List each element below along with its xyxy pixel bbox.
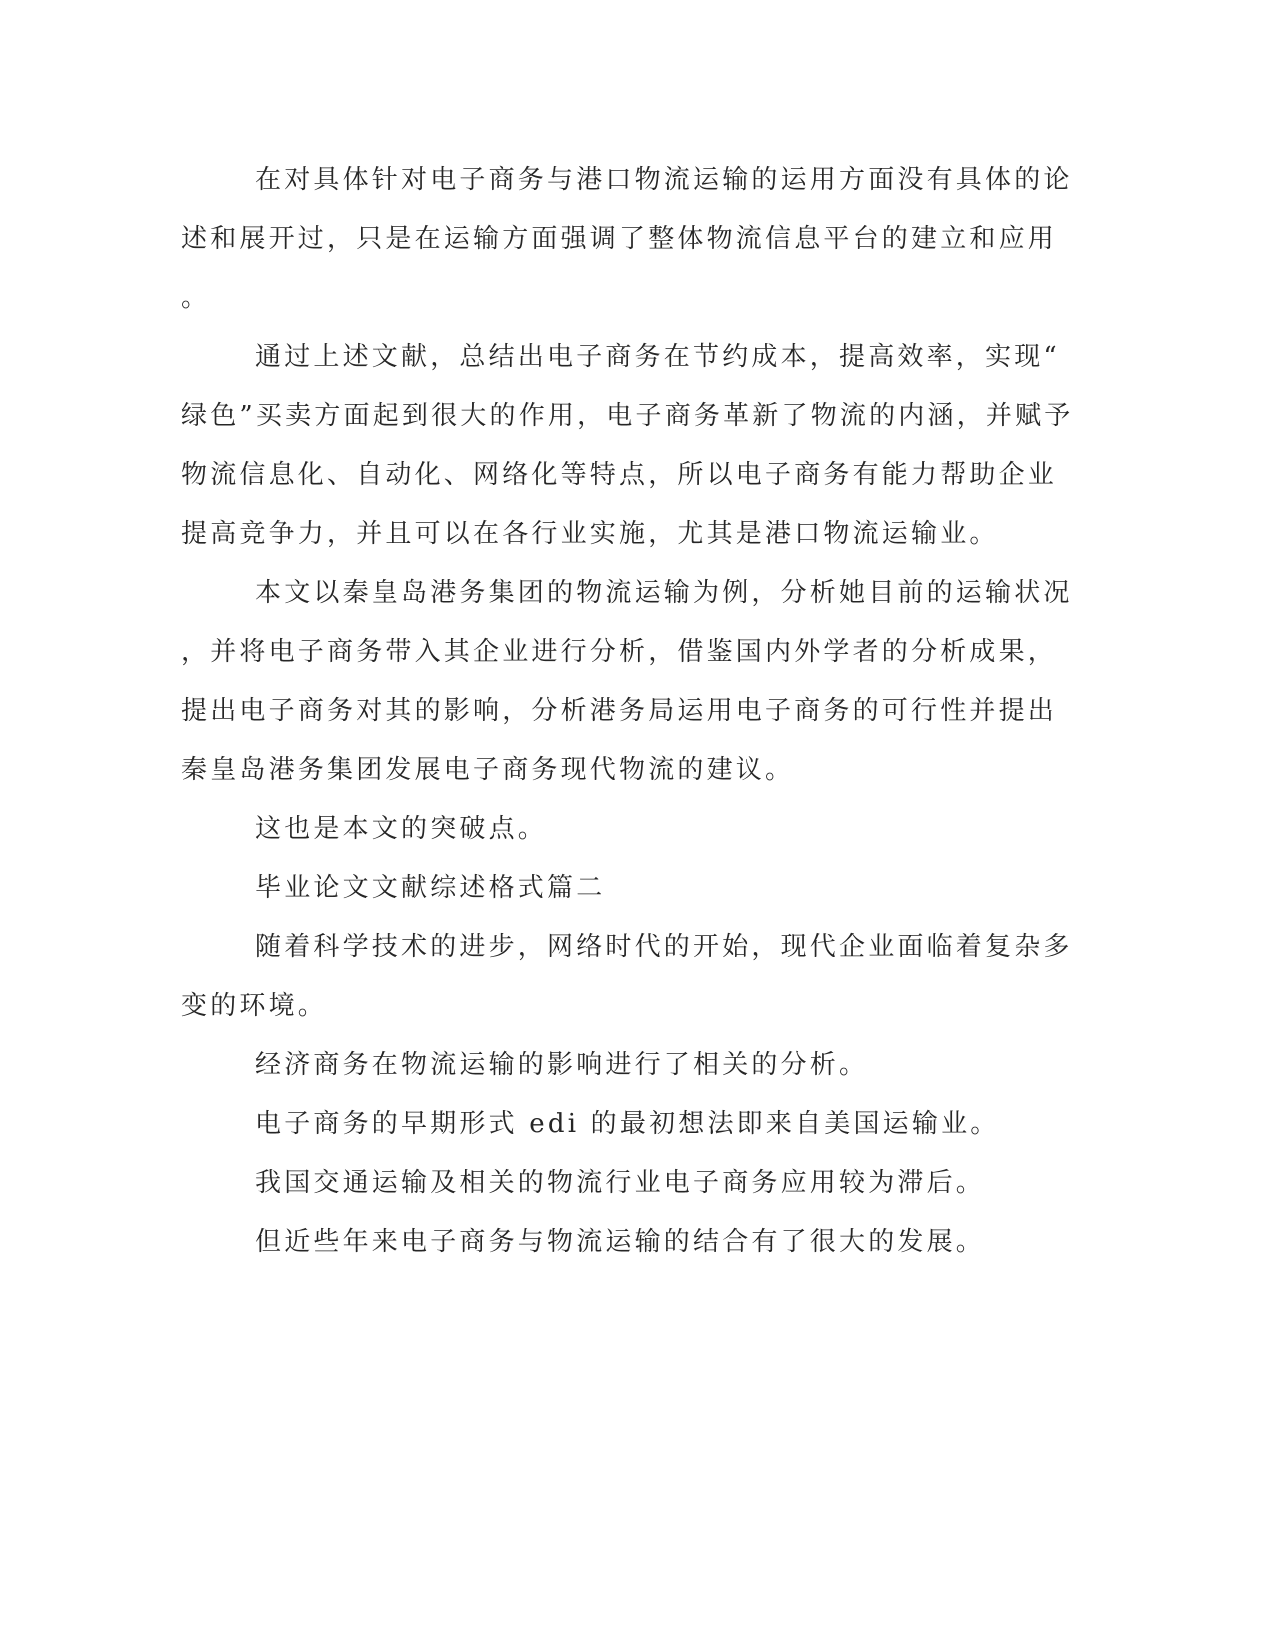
paragraph-6: 经济商务在物流运输的影响进行了相关的分析。 <box>255 1050 869 1080</box>
paragraph-9: 但近些年来电子商务与物流运输的结合有了很大的发展。 <box>255 1227 986 1257</box>
paragraph-1-line-3: 。 <box>181 283 211 313</box>
paragraph-1-line-1: 在对具体针对电子商务与港口物流运输的运用方面没有具体的论 <box>255 165 1073 195</box>
paragraph-3-line-4: 秦皇岛港务集团发展电子商务现代物流的建议。 <box>181 755 795 785</box>
paragraph-2-line-1: 通过上述文献，总结出电子商务在节约成本，提高效率，实现“ <box>255 342 1060 372</box>
paragraph-8: 我国交通运输及相关的物流行业电子商务应用较为滞后。 <box>255 1168 986 1198</box>
paragraph-5-line-2: 变的环境。 <box>181 991 328 1021</box>
paragraph-3-line-2: ，并将电子商务带入其企业进行分析，借鉴国内外学者的分析成果， <box>181 637 1058 667</box>
paragraph-3-line-3: 提出电子商务对其的影响，分析港务局运用电子商务的可行性并提出 <box>181 696 1058 726</box>
paragraph-3-line-1: 本文以秦皇岛港务集团的物流运输为例，分析她目前的运输状况 <box>255 578 1073 608</box>
paragraph-5-line-1: 随着科学技术的进步，网络时代的开始，现代企业面临着复杂多 <box>255 932 1073 962</box>
section-heading: 毕业论文文献综述格式篇二 <box>255 873 606 903</box>
paragraph-1-line-2: 述和展开过，只是在运输方面强调了整体物流信息平台的建立和应用 <box>181 224 1058 254</box>
paragraph-2-line-3: 物流信息化、自动化、网络化等特点，所以电子商务有能力帮助企业 <box>181 460 1058 490</box>
paragraph-4: 这也是本文的突破点。 <box>255 814 548 844</box>
paragraph-2-line-4: 提高竞争力，并且可以在各行业实施，尤其是港口物流运输业。 <box>181 519 999 549</box>
paragraph-7: 电子商务的早期形式 edi 的最初想法即来自美国运输业。 <box>255 1109 1000 1139</box>
paragraph-2-line-2: 绿色”买卖方面起到很大的作用，电子商务革新了物流的内涵，并赋予 <box>181 401 1074 431</box>
